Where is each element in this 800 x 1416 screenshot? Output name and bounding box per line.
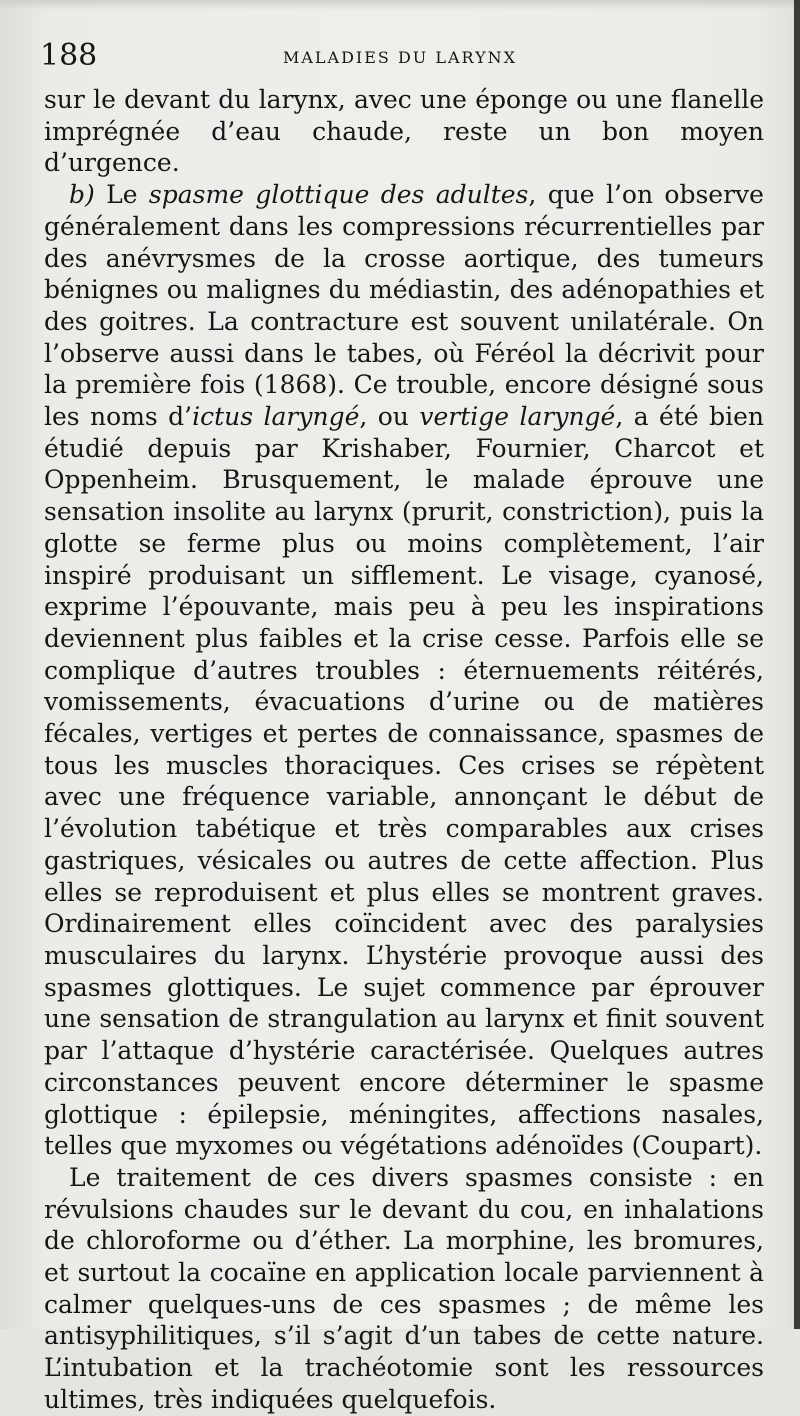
text-run: sur le devant du larynx, avec une éponge ou une flanelle imprégnée d’eau chaude, reste un bon moyen d’urgence. — [44, 85, 764, 178]
body-text — [44, 84, 764, 1416]
page-edge — [794, 0, 800, 1329]
text-run: Le — [94, 180, 149, 210]
italic-text: spasme glottique des adultes — [148, 180, 529, 210]
page-number: 188 — [40, 38, 98, 73]
italic-text: vertige laryngé — [419, 402, 616, 432]
text-run: , a été bien étudié depuis par Krishaber, Fournier, Charcot et Oppenheim. Brusquement, le malade éprouve une sensation insolite au larynx (prurit, constriction), puis la glotte se ferme plus ou moins complètement, l’air inspiré produisant un sifflement. Le visage, cyanosé, exprime l’épouvante, mais peu à peu les inspirations deviennent plus faibles et la crise cesse. Parfois elle se complique d’autres troubles : éternuements réitérés, vomissements, évacuations d’urine ou de matières fécales, vertiges et pertes de connaissance, spasmes de tous les muscles thoraciques. Ces crises se répètent avec une fréquence variable, annonçant le début de l’évolution tabétique et très comparables aux crises gastriques, vésicales ou autres de cette affection. Plus elles se reproduisent et plus elles se montrent graves. Ordinairement elles coïncident avec des paralysies musculaires du larynx. L’hystérie provoque aussi des spasmes glottiques. Le sujet commence par éprouver une sensation de strangulation au larynx et finit souvent par l’attaque d’hystérie caractérisée. Quelques autres circonstances peuvent encore déterminer le spasme glottique : épilepsie, méningites, affections nasales, telles que myxomes ou végétations adénoïdes (Coupart). — [44, 402, 765, 1161]
text-run: , que l’on observe généralement dans les compressions récurrentielles par des anévrysmes de la crosse aortique, des tumeurs bénignes ou malignes du médiastin, des adénopathies et des goitres. La contracture est souvent unilatérale. On l’observe aussi dans le tabes, où Féréol la décrivit pour la première fois (1868). Ce trouble, encore désigné sous les noms d’ — [44, 180, 764, 432]
page-header — [40, 36, 760, 76]
paragraph — [44, 1162, 764, 1416]
paragraph — [44, 179, 764, 1162]
running-title: MALADIES DU LARYNX — [282, 48, 518, 67]
text-run: , ou — [359, 402, 420, 432]
italic-text: ictus laryngé — [192, 402, 360, 432]
text-run: Le traitement de ces divers spasmes consiste : en révulsions chaudes sur le devant du cou, en inhalations de chloroforme ou d’éther. La morphine, les bromures, et surtout la cocaïne en application locale parviennent à calmer quelques-uns de ces spasmes ; de même les antisyphilitiques, s’il s’agit d’un tabes de cette nature. L’intubation et la trachéotomie sont les ressources ultimes, très indiquées quelquefois. — [44, 1162, 764, 1414]
page-top-shadow — [0, 0, 800, 10]
italic-text: b) — [69, 180, 95, 210]
paragraph — [44, 84, 764, 179]
